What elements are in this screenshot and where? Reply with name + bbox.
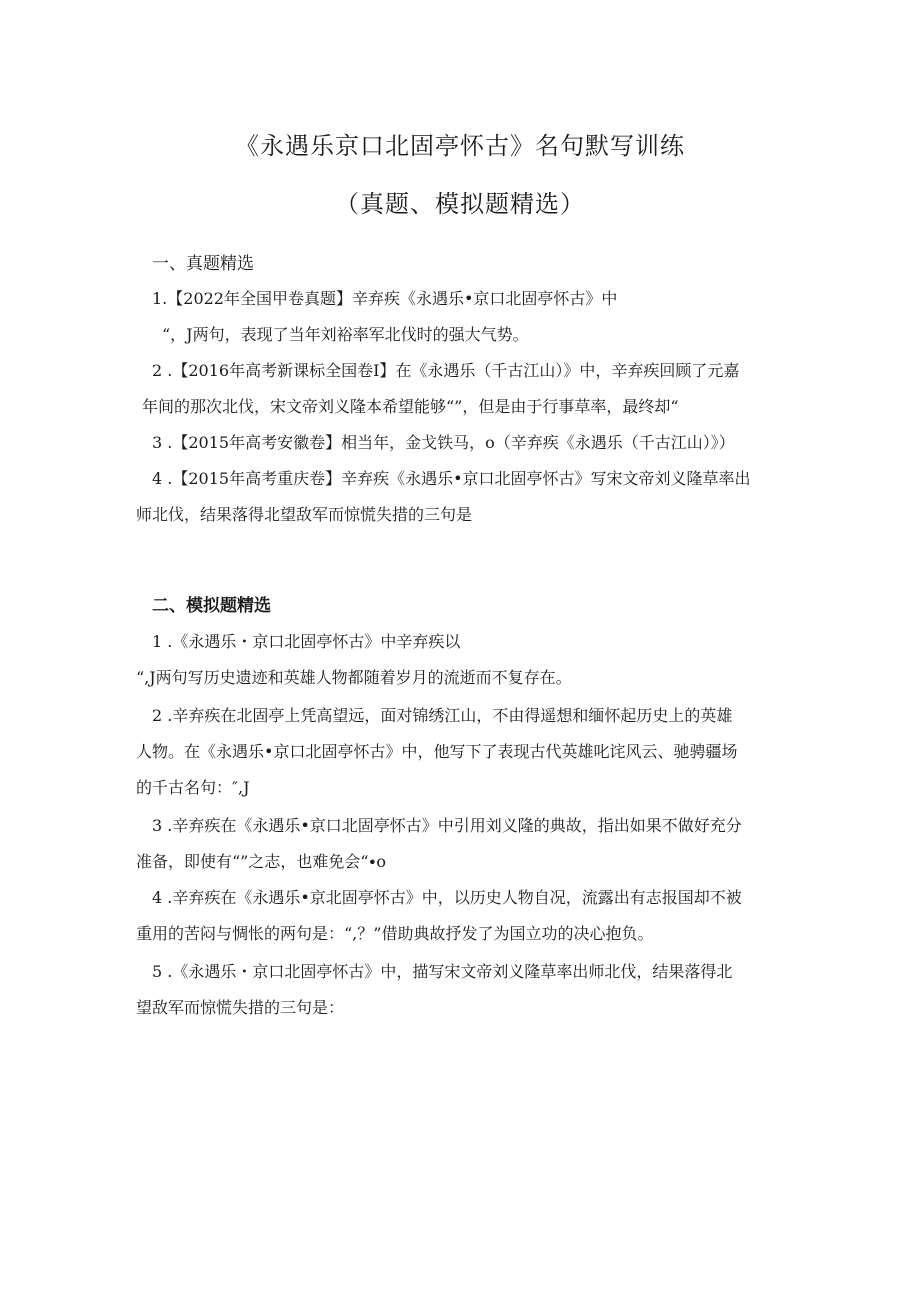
section-heading-real-exams: 一、真题精选 [152, 254, 254, 274]
question-line: 人物。在《永遇乐•京口北固亭怀古》中，他写下了表现古代英雄叱诧风云、驰骋疆场 [136, 742, 738, 761]
question-line: 1.【2022年全国甲卷真题】辛弃疾《永遇乐•京口北固亭怀古》中 [152, 289, 618, 308]
question-line: 3 .辛弃疾在《永遇乐•京口北固亭怀古》中引用刘义隆的典故，指出如果不做好充分 [152, 816, 742, 835]
question-line: 1 .《永遇乐・京口北固亭怀古》中辛弃疾以 [152, 632, 461, 651]
question-line: 5 .《永遇乐・京口北固亭怀古》中，描写宋文帝刘义隆草率出师北伐，结果落得北 [152, 962, 733, 981]
question-line: 师北伐，结果落得北望敌军而惊慌失措的三句是 [136, 505, 473, 524]
question-line: 重用的苦闷与惆怅的两句是：“,？”借助典故抒发了为国立功的决心抱负。 [136, 924, 654, 943]
question-line: 2 .【2016年高考新课标全国卷I】在《永遇乐（千古江山）》中，辛弃疾回顾了元嘉 [152, 361, 740, 380]
question-line: “,J两句写历史遗迹和英雄人物都随着岁月的流逝而不复存在。 [136, 668, 572, 687]
question-line: 的千古名句：″,J [136, 778, 250, 797]
question-line: 3 .【2015年高考安徽卷】相当年，金戈铁马，o（辛弃疾《永遇乐（千古江山）》） [152, 433, 735, 452]
question-line: 望敌军而惊慌失措的三句是： [136, 998, 345, 1017]
section-heading-mock-exams: 二、模拟题精选 [152, 596, 271, 616]
question-line: 2 .辛弃疾在北固亭上凭高望远，面对锦绣江山，不由得遥想和缅怀起历史上的英雄 [152, 706, 733, 725]
question-line: “，J两句，表现了当年刘裕率军北伐时的强大气势。 [162, 325, 529, 344]
document-subtitle: （真题、模拟题精选） [335, 190, 585, 218]
question-line: 准备，即使有“”之志，也难免会“∙o [136, 852, 387, 871]
question-line: 4 .【2015年高考重庆卷】辛弃疾《永遇乐•京口北固亭怀古》写宋文帝刘义隆草率出 [152, 469, 751, 488]
document-title: 《永遇乐京口北固亭怀古》名句默写训练 [235, 132, 685, 160]
question-line: 4 .辛弃疾在《永遇乐•京北固亭怀古》中，以历史人物自况，流露出有志报国却不被 [152, 888, 742, 907]
question-line: 年间的那次北伐，宋文帝刘义隆本希望能够“”，但是由于行事草率，最终却“ [142, 397, 679, 416]
